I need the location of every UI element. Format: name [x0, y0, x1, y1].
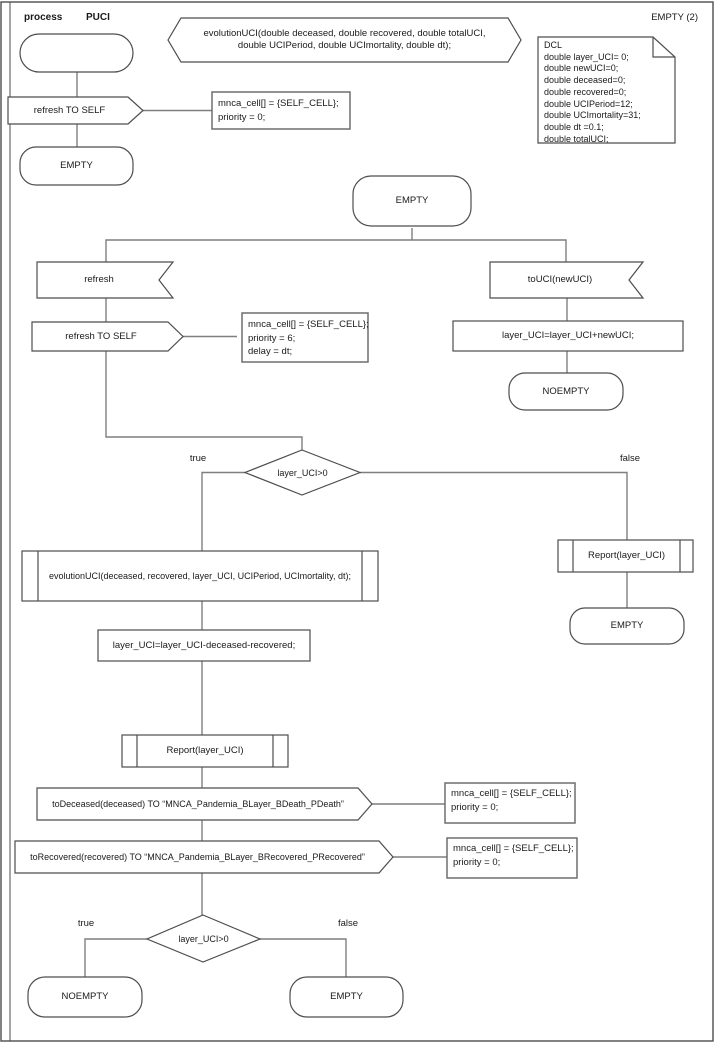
decision1-condition: layer_UCI>0	[277, 467, 328, 478]
decision1-true-label: true	[189, 453, 207, 464]
procedure-signature-line2: double UCIPeriod, double UCImortality, double dt);	[237, 40, 452, 51]
input-touci-label: toUCI(newUCI)	[527, 274, 593, 285]
output-todeceased-label: toDeceased(deceased) TO “MNCA_Pandemia_BLayer_BDeath_PDeath”	[52, 799, 344, 809]
connector-decision2-false	[260, 939, 346, 977]
comment-3-text	[451, 787, 572, 814]
comment-3-line: mnca_cell[] = {SELF_CELL};	[451, 788, 572, 799]
procedure-signature-text	[168, 18, 521, 62]
procedure-signature-line1: evolutionUCI(double deceased, double recovered, double totalUCI,	[203, 28, 486, 39]
procedure-report-false-label: Report(layer_UCI)	[587, 550, 666, 561]
declarations-line: double newUCI=0;	[544, 63, 619, 74]
declarations-line: DCL	[544, 40, 563, 50]
declarations-line: double UCIPeriod=12;	[544, 98, 633, 109]
declarations-line: double dt =0.1;	[544, 121, 604, 132]
state-noempty-right-label: NOEMPTY	[542, 385, 590, 397]
page-label: EMPTY (2)	[651, 12, 698, 23]
declarations-line: double totalUCI;	[544, 133, 609, 144]
state-noempty-bottom-label: NOEMPTY	[61, 991, 109, 1002]
declarations-line: double recovered=0;	[544, 86, 627, 97]
connector-decision2-true	[85, 939, 147, 977]
declarations-line: double layer_UCI= 0;	[544, 51, 629, 62]
comment-1-line: mnca_cell[] = {SELF_CELL};	[218, 98, 339, 109]
output-refresh-self-2-label: refresh TO SELF	[65, 330, 137, 342]
decision1-false-label: false	[619, 453, 641, 464]
task-add-newuci-label: layer_UCI=layer_UCI+newUCI;	[502, 330, 634, 341]
process-name-label: PUCI	[86, 12, 110, 23]
output-torecovered-label: toRecovered(recovered) TO “MNCA_Pandemia_BLayer_BRecovered_PRecovered”	[30, 852, 365, 862]
decision2-condition: layer_UCI>0	[178, 933, 229, 944]
comment-2-line: priority = 6;	[248, 332, 296, 344]
comment-1-text	[218, 97, 339, 124]
comment-4-line: mnca_cell[] = {SELF_CELL};	[453, 843, 574, 854]
comment-4-text	[453, 842, 574, 869]
comment-2-text	[248, 318, 369, 359]
state-empty-main-label: EMPTY	[395, 195, 429, 206]
process-kind-label: process	[24, 12, 63, 23]
state-empty-false-label: EMPTY	[610, 620, 644, 631]
procedure-evolution-call-label: evolutionUCI(deceased, recovered, layer_UCI, UCIPeriod, UCImortality, dt);	[49, 571, 351, 581]
declarations-line: double UCImortality=31;	[544, 110, 641, 121]
task-subtract-label: layer_UCI=layer_UCI-deceased-recovered;	[112, 639, 296, 651]
procedure-report-true-label: Report(layer_UCI)	[166, 745, 244, 756]
comment-2-line: delay = dt;	[248, 346, 293, 357]
connector-decision1-true	[202, 473, 245, 552]
comment-2-line: mnca_cell[] = {SELF_CELL};	[248, 319, 369, 330]
comment-1-line: priority = 0;	[218, 111, 266, 123]
declarations-line: double deceased=0;	[544, 75, 626, 86]
input-refresh-label: refresh	[84, 274, 114, 285]
output-refresh-self-1-label: refresh TO SELF	[33, 104, 106, 116]
decision2-false-label: false	[337, 918, 359, 929]
connector-decision1-false	[360, 473, 627, 541]
connector-output2-to-decision1	[106, 351, 302, 450]
comment-3-line: priority = 0;	[451, 801, 499, 813]
comment-4-line: priority = 0;	[453, 856, 501, 868]
connector-branch-split	[106, 240, 566, 262]
state-empty-bottom-label: EMPTY	[330, 991, 363, 1002]
start-state-shape	[20, 34, 133, 72]
decision2-true-label: true	[77, 918, 95, 929]
declarations-text	[544, 40, 672, 145]
state-empty-1-label: EMPTY	[60, 160, 93, 171]
